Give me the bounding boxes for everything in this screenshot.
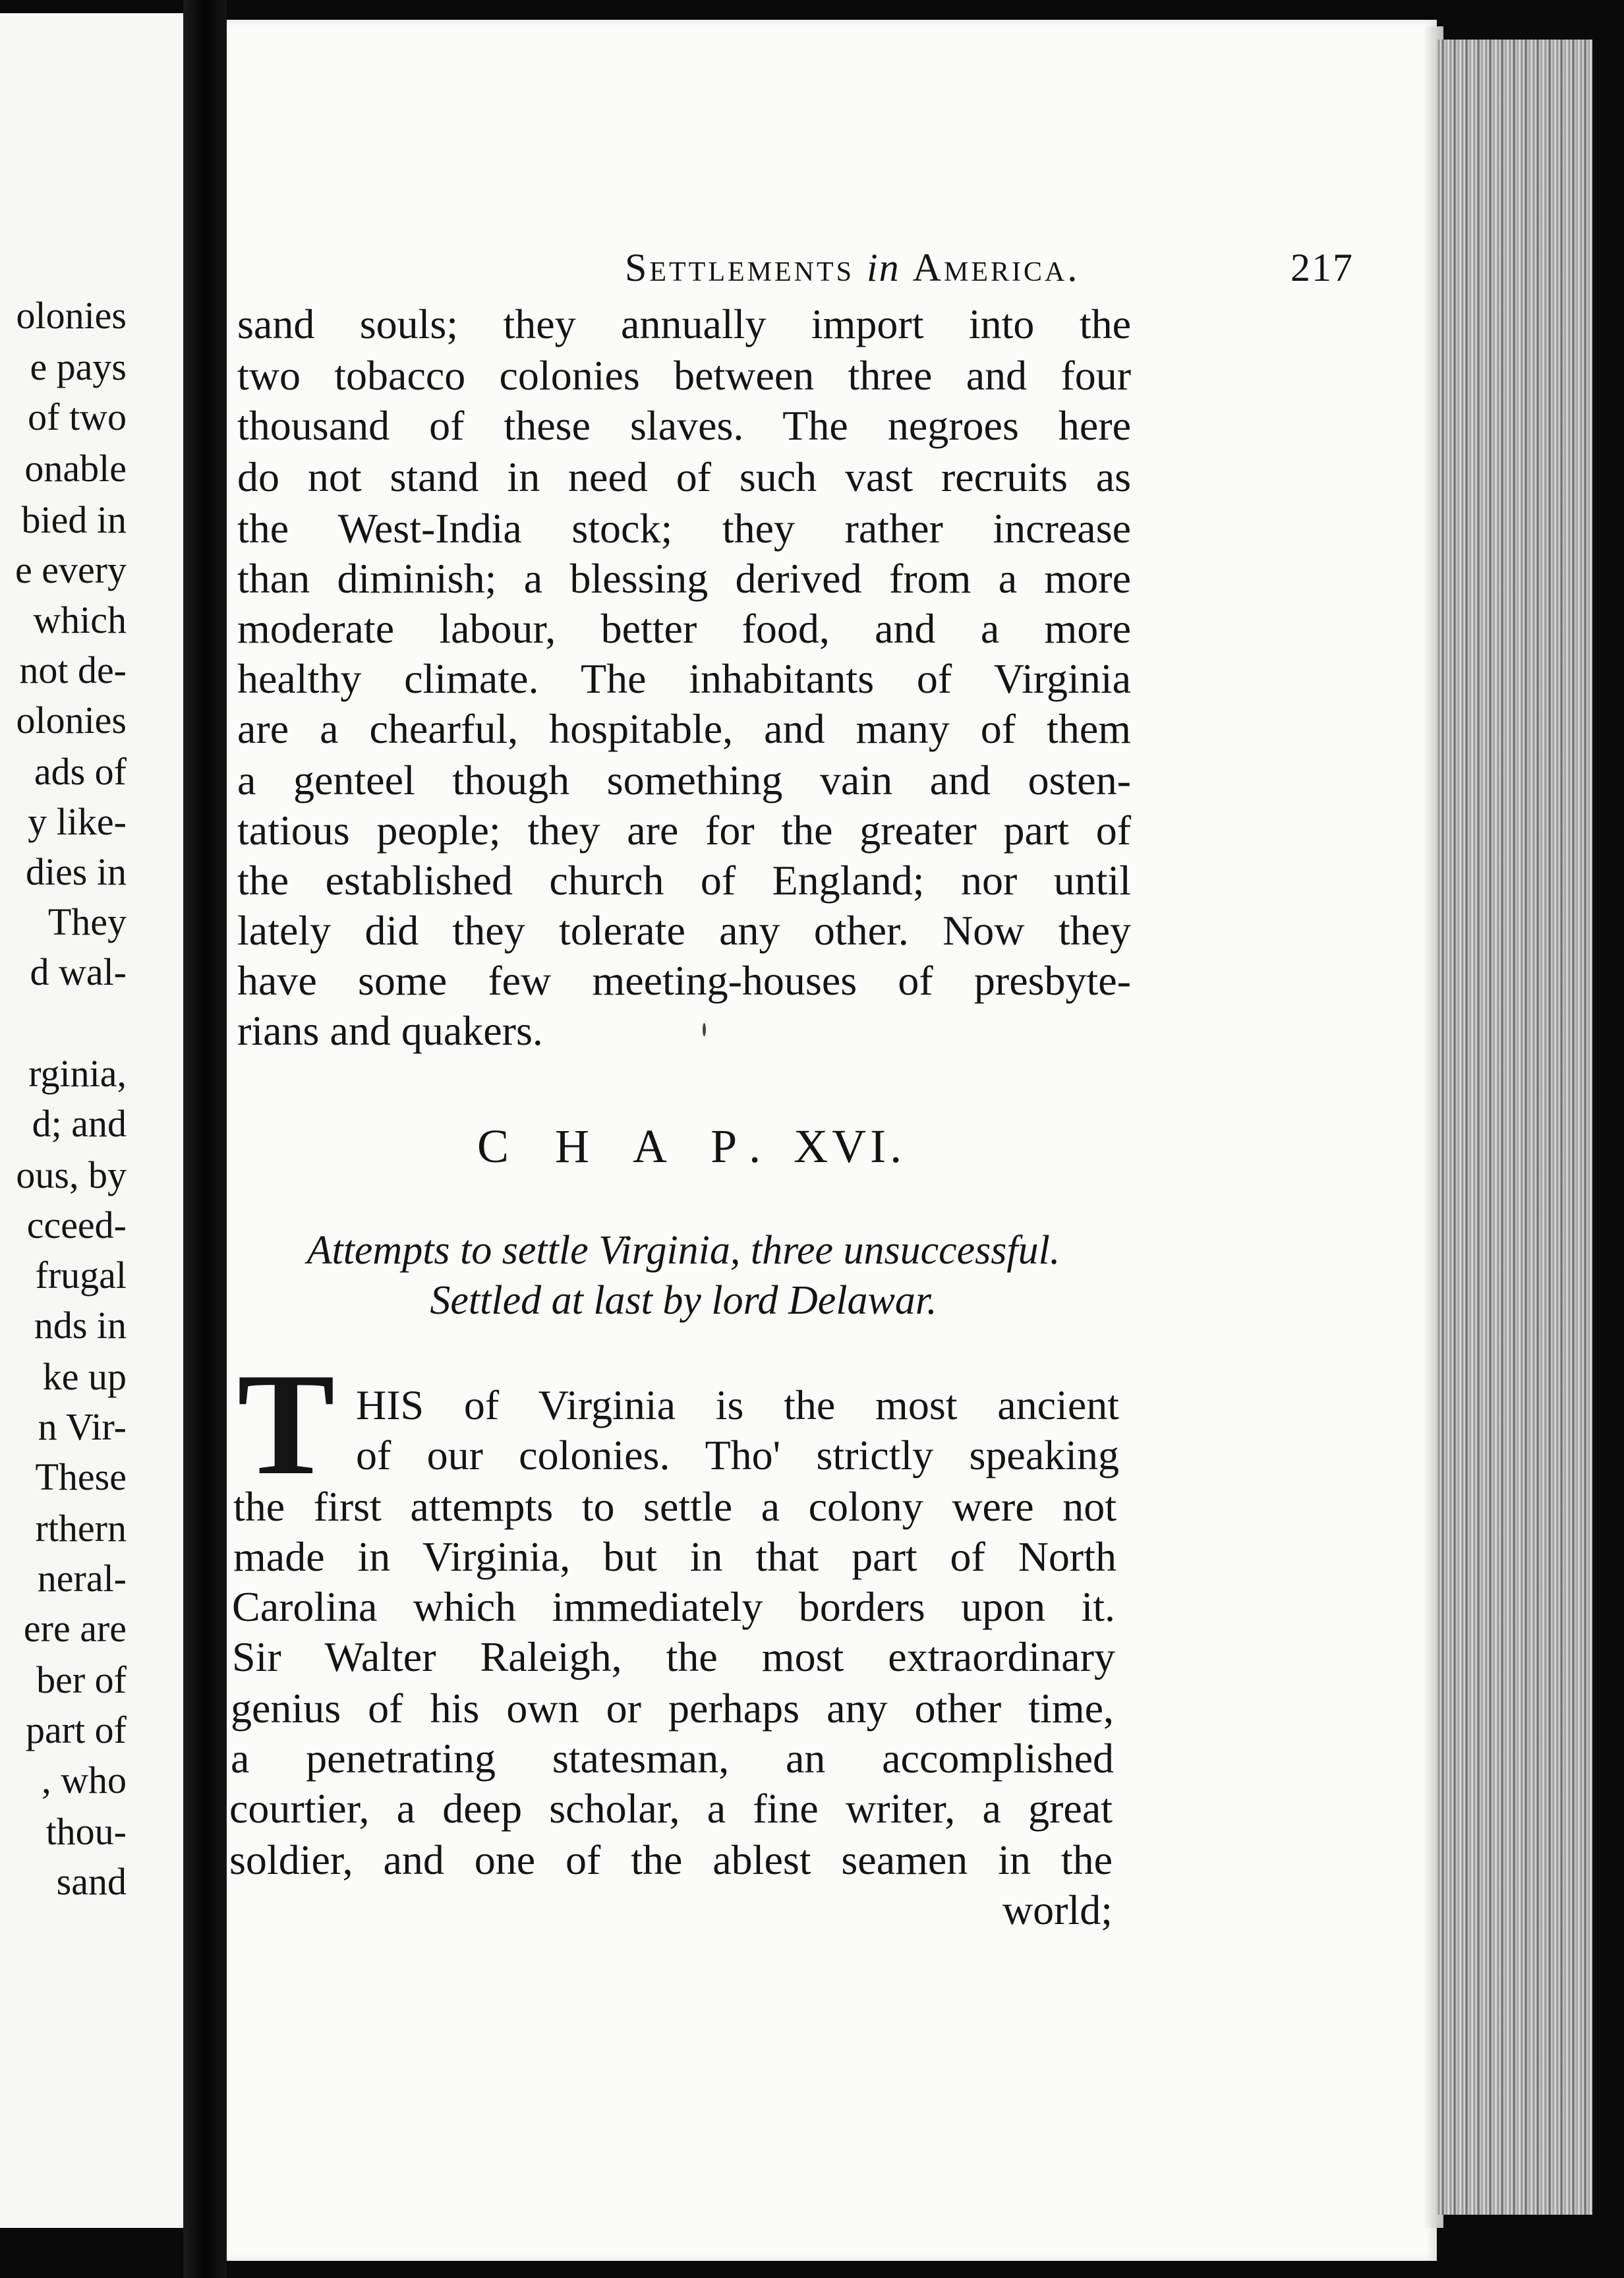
chapter-heading	[477, 1119, 906, 1174]
header-in: in	[867, 246, 900, 289]
left-facing-page	[0, 13, 183, 2228]
book-gutter	[183, 0, 227, 2278]
left-page-fragment: , who	[42, 1759, 127, 1801]
left-page-fragment: nds in	[34, 1304, 127, 1347]
left-page-fragment: ads of	[34, 750, 127, 793]
text-line: tatious people; they are for the greater part of	[237, 807, 1131, 854]
text-line: the first attempts to settle a colony were not	[233, 1483, 1116, 1530]
left-page-fragment: d wal-	[30, 950, 127, 993]
chapter-subtitle-line2: Settled at last by lord Delawar.	[430, 1278, 937, 1323]
left-page-fragment: y like-	[28, 800, 127, 843]
text-line: sand souls; they annually import into the	[237, 301, 1131, 347]
text-line: lately did they tolerate any other. Now they	[237, 907, 1131, 954]
left-page-fragment: These	[35, 1455, 127, 1498]
left-page-fragment: olonies	[16, 294, 127, 337]
page-edges	[1437, 40, 1592, 2215]
text-line: rians and quakers.	[237, 1007, 543, 1054]
left-page-fragment: which	[33, 599, 127, 641]
text-line: than diminish; a blessing derived from a more	[237, 555, 1131, 602]
left-page-fragment: ke up	[42, 1355, 127, 1398]
text-line: two tobacco colonies between three and four	[237, 352, 1131, 399]
text-line: thousand of these slaves. The negroes here	[237, 402, 1131, 449]
left-page-fragment: d; and	[32, 1102, 127, 1145]
text-line: do not stand in need of such vast recruits as	[237, 453, 1131, 500]
text-line: world;	[1002, 1886, 1113, 1933]
text-line: Carolina which immediately borders upon it.	[232, 1583, 1115, 1630]
text-line: the West-India stock; they rather increase	[237, 505, 1131, 552]
text-line: courtier, a deep scholar, a fine writer, a great	[229, 1785, 1113, 1832]
left-page-fragment: not de-	[19, 649, 127, 691]
running-header	[625, 245, 1354, 291]
left-page-fragment: e every	[14, 548, 127, 591]
text-line: Sir Walter Raleigh, the most extraordinary	[232, 1633, 1115, 1680]
drop-cap: T	[237, 1343, 335, 1505]
left-page-fragment: bied in	[21, 498, 127, 541]
chapter-subtitle-line1: Attempts to settle Virginia, three unsuccessful.	[306, 1228, 1060, 1273]
text-line: the established church of England; nor until	[237, 857, 1131, 904]
left-page-fragment: dies in	[25, 850, 127, 893]
left-page-fragment: rginia,	[28, 1052, 127, 1095]
text-line: a penetrating statesman, an accomplished	[231, 1735, 1114, 1782]
left-page-fragment: ere are	[23, 1607, 127, 1650]
ink-speck	[703, 1023, 706, 1036]
left-page-fragment: neral-	[37, 1557, 127, 1600]
text-line: made in Virginia, but in that part of North	[233, 1533, 1116, 1580]
left-page-fragment: frugal	[35, 1254, 127, 1297]
text-line: of our colonies. Tho' strictly speaking	[356, 1432, 1119, 1478]
text-line: genius of his own or perhaps any other time,	[231, 1685, 1114, 1732]
left-page-fragment: ber of	[36, 1658, 127, 1701]
chapter-number: XVI.	[794, 1120, 906, 1173]
left-page-fragment: of two	[28, 395, 127, 438]
text-line: HIS of Virginia is the most ancient	[356, 1382, 1119, 1428]
page-number: 217	[1290, 246, 1354, 289]
left-page-fragment: cceed-	[26, 1204, 127, 1246]
text-line: a genteel though something vain and osten-	[237, 757, 1131, 803]
left-page-fragment: olonies	[16, 699, 127, 742]
left-page-fragment: onable	[24, 447, 127, 490]
left-page-fragment: sand	[56, 1860, 127, 1903]
main-page	[227, 20, 1437, 2261]
header-america: America.	[912, 246, 1080, 289]
left-page-fragment: rthern	[35, 1507, 127, 1550]
text-line: have some few meeting-houses of presbyte-	[237, 957, 1131, 1004]
chapter-label: C H A P.	[477, 1120, 778, 1173]
left-page-fragment: ous, by	[16, 1154, 127, 1196]
text-line: moderate labour, better food, and a more	[237, 605, 1131, 652]
text-line: soldier, and one of the ablest seamen in the	[229, 1836, 1113, 1883]
text-line: healthy climate. The inhabitants of Virginia	[237, 655, 1131, 702]
left-page-fragment: e pays	[30, 345, 127, 388]
left-page-fragment: They	[47, 900, 127, 943]
left-page-fragment: n Vir-	[38, 1405, 127, 1448]
text-line: are a chearful, hospitable, and many of them	[237, 705, 1131, 752]
header-settlements: Settlements	[625, 246, 854, 289]
left-page-fragment: thou-	[45, 1810, 127, 1853]
left-page-fragment: part of	[26, 1708, 127, 1751]
